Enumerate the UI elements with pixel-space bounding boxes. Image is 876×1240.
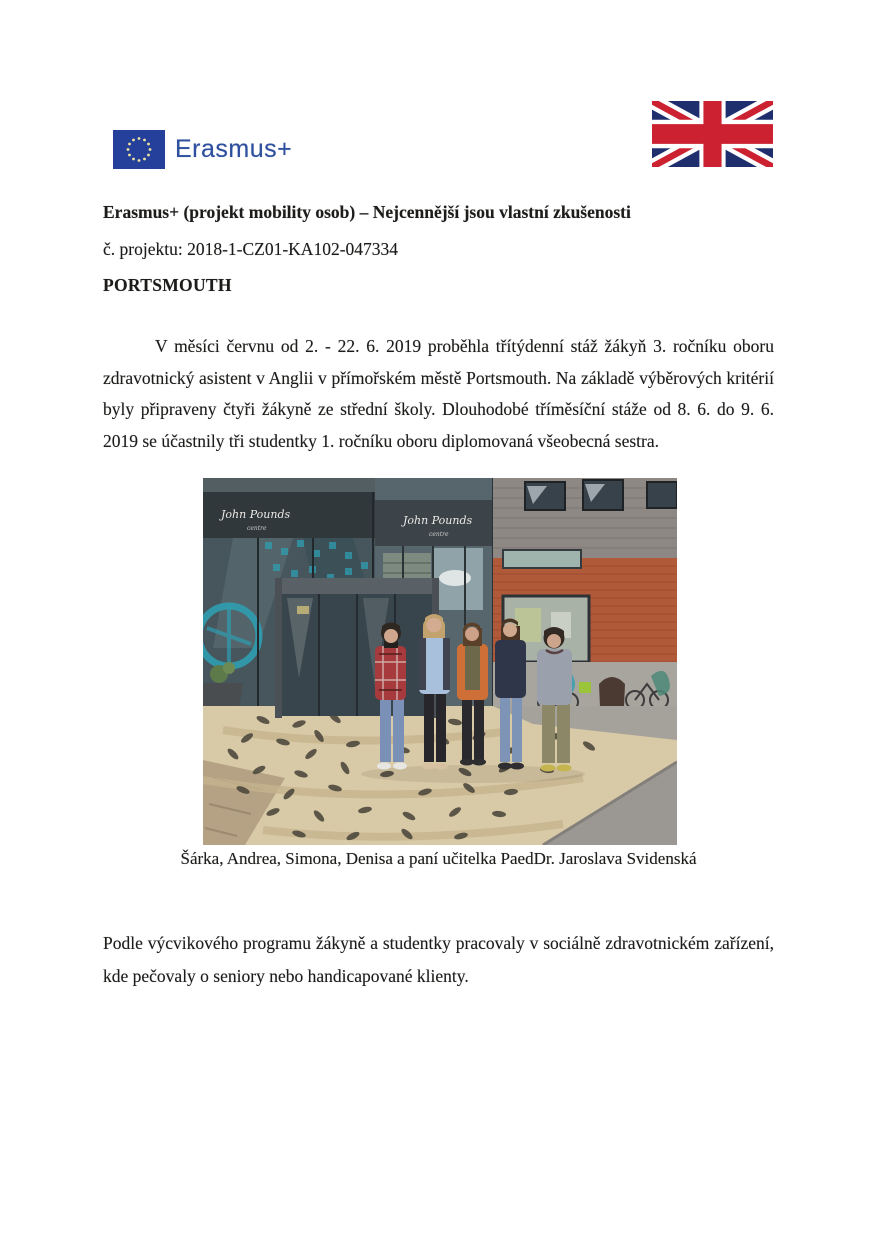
eu-flag-icon xyxy=(113,130,165,169)
group-photo-illustration xyxy=(203,478,677,845)
building-sign-subtext: centre xyxy=(247,525,267,532)
project-number: č. projektu: 2018-1-CZ01-KA102-047334 xyxy=(103,239,399,259)
paragraph-program: Podle výcvikového programu žákyně a studentky pracovaly v sociálně zdravotnickém zařízení, kde pečovaly o seniory nebo handicapované klienty. xyxy=(103,933,774,986)
uk-flag-icon xyxy=(652,101,773,167)
building-sign-text: John Pounds xyxy=(221,508,291,521)
document-title: Erasmus+ (projekt mobility osob) – Nejcennější jsou vlastní zkušenosti xyxy=(103,202,631,222)
photo-caption: Šárka, Andrea, Simona, Denisa a paní učitelka PaedDr. Jaroslava Svidenská xyxy=(180,849,697,868)
group-photo xyxy=(203,478,677,845)
paragraph-intro: V měsíci červnu od 2. - 22. 6. 2019 proběhla třítýdenní stáž žákyň 3. ročníku oboru zdravotnický asistent v Anglii v přímořském městě Portsmouth. Na základě výběrových kritérií byly připraveny čtyři žákyně ze střední školy. Dlouhodobé tříměsíční stáže od 8. 6. do 9. 6. 2019 se účastnily tři studentky 1. ročníku oboru diplomovaná všeobecná sestra. xyxy=(103,336,774,451)
erasmus-logo xyxy=(113,130,292,169)
location-heading: PORTSMOUTH xyxy=(103,275,232,295)
building-sign-text-2: John Pounds xyxy=(403,514,473,527)
building-sign-subtext-2: centre xyxy=(429,531,449,538)
erasmus-logo-label: Erasmus+ xyxy=(175,135,293,163)
